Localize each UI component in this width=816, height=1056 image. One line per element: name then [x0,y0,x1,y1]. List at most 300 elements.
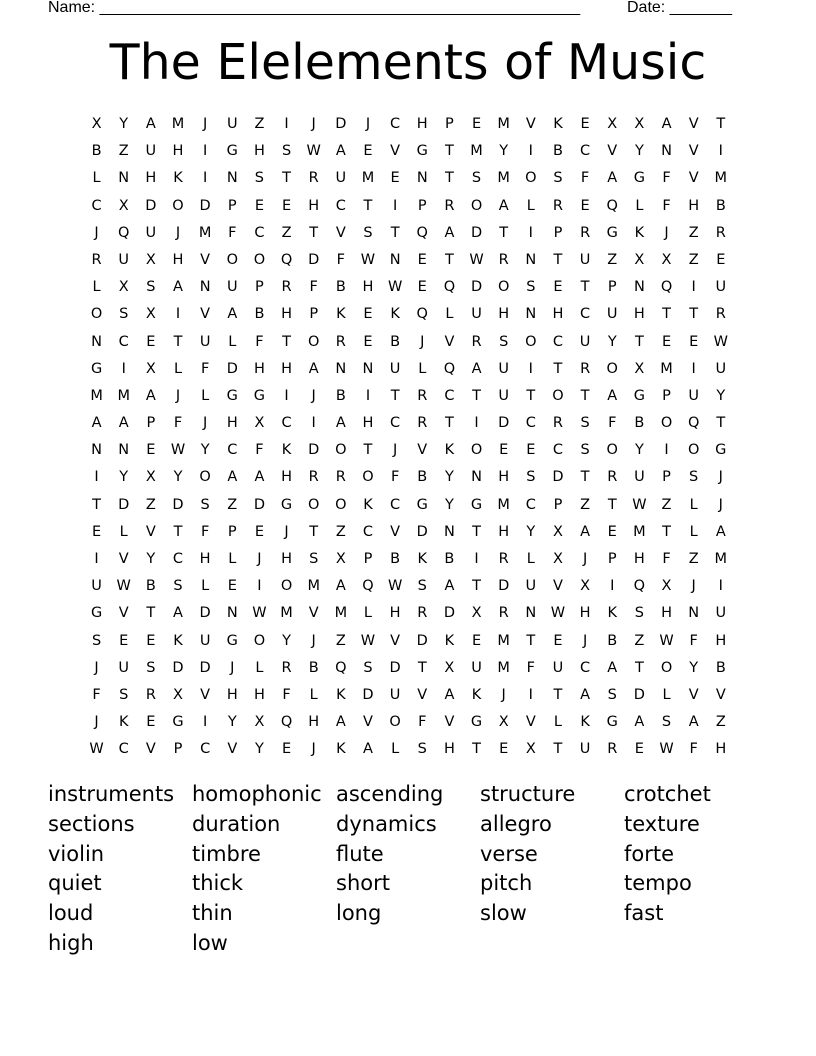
grid-letter[interactable]: M [497,170,510,187]
grid-letter[interactable]: E [499,741,509,758]
grid-letter[interactable]: O [307,333,320,350]
grid-letter[interactable]: U [471,306,482,323]
grid-letter[interactable]: J [718,496,723,513]
grid-letter[interactable]: I [664,442,669,459]
grid-letter[interactable]: F [92,686,101,703]
grid-letter[interactable]: R [335,333,346,350]
grid-letter[interactable]: N [661,143,672,160]
grid-letter[interactable]: T [553,360,563,377]
grid-letter[interactable]: O [687,442,700,459]
grid-letter[interactable]: E [390,170,400,187]
grid-letter[interactable]: Q [280,251,293,268]
date-field[interactable]: Date: _______ [627,0,732,16]
grid-letter[interactable]: D [172,496,184,513]
grid-letter[interactable]: U [498,360,509,377]
grid-letter[interactable]: H [172,251,184,268]
grid-letter[interactable]: W [387,279,403,296]
grid-letter[interactable]: S [281,143,292,160]
grid-letter[interactable]: V [118,551,129,567]
grid-letter[interactable]: V [200,306,211,323]
grid-letter[interactable]: X [661,251,672,268]
grid-letter[interactable]: A [580,523,591,540]
grid-letter[interactable]: R [552,197,563,214]
grid-letter[interactable]: N [525,306,537,323]
grid-letter[interactable]: Y [282,632,291,649]
grid-letter[interactable]: U [525,578,537,595]
grid-letter[interactable]: X [145,306,156,323]
grid-letter[interactable]: A [227,306,238,323]
grid-letter[interactable]: E [607,523,617,540]
grid-letter[interactable]: T [309,224,319,241]
grid-letter[interactable]: O [525,170,537,187]
grid-letter[interactable]: A [498,197,509,214]
grid-letter[interactable]: F [662,551,671,567]
grid-letter[interactable]: I [610,578,615,595]
grid-letter[interactable]: I [691,360,696,377]
grid-letter[interactable]: Y [716,387,726,404]
grid-letter[interactable]: E [553,632,563,649]
grid-letter[interactable]: S [119,686,129,703]
grid-letter[interactable]: K [634,224,645,241]
grid-letter[interactable]: U [118,659,130,676]
grid-letter[interactable]: C [552,442,564,459]
grid-letter[interactable]: R [715,306,726,323]
grid-letter[interactable]: R [335,469,346,486]
grid-letter[interactable]: T [472,387,481,404]
grid-letter[interactable]: M [470,143,483,160]
grid-letter[interactable]: I [94,551,99,567]
grid-letter[interactable]: R [91,251,102,268]
grid-letter[interactable]: P [255,279,264,296]
grid-letter[interactable]: H [416,116,428,132]
grid-letter[interactable]: V [444,714,455,731]
grid-letter[interactable]: W [170,442,186,459]
grid-letter[interactable]: Z [335,523,346,540]
grid-letter[interactable]: L [228,551,237,567]
grid-letter[interactable]: L [201,578,210,595]
grid-letter[interactable]: D [308,442,320,459]
grid-letter[interactable]: K [580,714,590,731]
grid-letter[interactable]: R [471,333,482,350]
grid-letter[interactable]: U [199,333,211,350]
grid-letter[interactable]: I [474,551,479,567]
grid-letter[interactable]: R [281,659,292,676]
grid-letter[interactable]: M [361,170,375,187]
grid-letter[interactable]: V [390,632,401,649]
grid-letter[interactable]: Q [687,415,700,432]
grid-letter[interactable]: K [118,714,129,731]
grid-letter[interactable]: R [281,279,292,296]
grid-letter[interactable]: L [445,306,454,323]
grid-letter[interactable]: V [688,686,699,703]
grid-letter[interactable]: C [172,551,184,567]
grid-letter[interactable]: O [470,197,483,214]
grid-letter[interactable]: T [662,306,671,323]
grid-letter[interactable]: Y [634,442,644,459]
grid-letter[interactable]: M [171,116,185,132]
grid-letter[interactable]: F [255,333,264,350]
grid-letter[interactable]: T [553,686,563,703]
grid-letter[interactable]: V [145,741,156,758]
grid-letter[interactable]: P [309,306,319,323]
grid-letter[interactable]: C [200,741,211,758]
grid-letter[interactable]: O [253,632,266,649]
grid-letter[interactable]: G [633,387,645,404]
grid-letter[interactable]: A [688,714,699,731]
grid-letter[interactable]: D [362,686,374,703]
grid-letter[interactable]: D [253,496,265,513]
grid-letter[interactable]: H [172,143,184,160]
grid-letter[interactable]: O [389,714,401,731]
grid-letter[interactable]: E [91,523,102,540]
grid-letter[interactable]: H [633,551,645,567]
grid-letter[interactable]: D [308,251,320,268]
grid-letter[interactable]: J [691,578,696,595]
grid-letter[interactable]: T [580,387,590,404]
grid-letter[interactable]: X [498,714,509,731]
grid-letter[interactable]: B [390,333,401,350]
grid-letter[interactable]: K [553,116,563,132]
grid-letter[interactable]: O [470,442,483,459]
grid-letter[interactable]: N [91,333,102,350]
grid-letter[interactable]: U [471,659,482,676]
grid-letter[interactable]: T [390,224,400,241]
grid-letter[interactable]: L [689,496,698,513]
grid-letter[interactable]: R [417,415,428,432]
grid-letter[interactable]: H [715,632,727,649]
grid-letter[interactable]: J [94,659,99,676]
grid-letter[interactable]: I [121,360,126,377]
grid-letter[interactable]: V [390,523,401,540]
grid-letter[interactable]: Z [281,224,292,241]
grid-letter[interactable]: G [470,496,483,513]
grid-letter[interactable]: U [606,306,618,323]
grid-letter[interactable]: V [444,333,455,350]
grid-letter[interactable]: W [387,578,403,595]
grid-letter[interactable]: Q [416,306,428,323]
grid-letter[interactable]: Q [606,197,618,214]
grid-letter[interactable]: P [227,197,237,214]
grid-letter[interactable]: U [199,632,211,649]
grid-letter[interactable]: O [280,578,293,595]
grid-letter[interactable]: D [118,496,130,513]
grid-letter[interactable]: E [227,578,237,595]
grid-letter[interactable]: C [525,415,536,432]
grid-letter[interactable]: O [199,469,211,486]
grid-letter[interactable]: L [201,387,210,404]
grid-letter[interactable]: N [118,442,130,459]
grid-letter[interactable]: A [335,415,346,432]
grid-letter[interactable]: H [281,469,292,486]
grid-letter[interactable]: W [89,741,104,758]
grid-letter[interactable]: H [389,605,401,622]
grid-letter[interactable]: Q [443,279,456,296]
grid-letter[interactable]: M [497,116,510,132]
grid-letter[interactable]: T [282,170,291,187]
grid-letter[interactable]: I [528,224,533,241]
grid-letter[interactable]: D [552,469,564,486]
grid-letter[interactable]: R [715,224,726,241]
grid-letter[interactable]: U [498,387,509,404]
grid-letter[interactable]: U [389,360,401,377]
grid-letter[interactable]: H [498,469,510,486]
grid-letter[interactable]: D [226,360,238,377]
grid-letter[interactable]: P [173,741,183,758]
grid-letter[interactable]: G [633,170,645,187]
grid-letter[interactable]: A [607,387,618,404]
grid-letter[interactable]: T [309,523,319,540]
grid-letter[interactable]: X [552,551,563,567]
grid-letter[interactable]: C [390,415,401,432]
grid-letter[interactable]: M [334,605,348,622]
grid-letter[interactable]: A [634,714,645,731]
grid-letter[interactable]: L [363,605,373,622]
grid-letter[interactable]: A [715,523,726,540]
grid-letter[interactable]: J [582,632,588,649]
grid-letter[interactable]: C [390,496,401,513]
grid-letter[interactable]: A [173,279,183,296]
grid-letter[interactable]: I [284,387,289,404]
grid-letter[interactable]: K [336,306,346,323]
grid-letter[interactable]: D [199,197,211,214]
grid-letter[interactable]: V [525,116,536,132]
grid-letter[interactable]: L [526,551,535,567]
grid-letter[interactable]: S [499,333,509,350]
grid-letter[interactable]: J [420,333,425,350]
grid-letter[interactable]: L [662,686,671,703]
grid-letter[interactable]: M [660,360,673,377]
grid-letter[interactable]: P [607,279,617,296]
grid-letter[interactable]: S [689,469,699,486]
grid-letter[interactable]: H [498,523,510,540]
grid-letter[interactable]: C [362,523,374,540]
grid-letter[interactable]: T [526,632,536,649]
grid-letter[interactable]: S [634,605,644,622]
grid-letter[interactable]: W [306,143,321,160]
grid-letter[interactable]: H [281,551,292,567]
grid-letter[interactable]: Y [526,523,536,540]
grid-letter[interactable]: Y [634,143,644,160]
grid-letter[interactable]: H [633,306,645,323]
grid-letter[interactable]: H [199,551,211,567]
grid-letter[interactable]: T [417,659,427,676]
grid-letter[interactable]: E [661,333,672,350]
grid-letter[interactable]: V [688,116,699,132]
grid-letter[interactable]: W [252,605,267,622]
grid-letter[interactable]: C [227,442,238,459]
grid-letter[interactable]: G [226,143,238,160]
grid-letter[interactable]: H [308,714,320,731]
grid-letter[interactable]: A [444,224,455,241]
grid-letter[interactable]: R [552,415,563,432]
grid-letter[interactable]: V [390,143,401,160]
grid-letter[interactable]: I [202,143,208,160]
grid-letter[interactable]: R [417,605,428,622]
grid-letter[interactable]: R [580,224,591,241]
grid-letter[interactable]: X [525,741,536,758]
grid-letter[interactable]: J [284,523,289,540]
grid-letter[interactable]: K [336,741,346,758]
grid-letter[interactable]: E [471,632,482,649]
grid-letter[interactable]: A [173,605,183,622]
grid-letter[interactable]: T [363,442,373,459]
grid-letter[interactable]: C [281,415,292,432]
grid-letter[interactable]: D [498,415,510,432]
grid-letter[interactable]: L [119,523,128,540]
grid-letter[interactable]: F [689,632,698,649]
grid-letter[interactable]: O [253,251,266,268]
grid-letter[interactable]: S [526,469,536,486]
grid-letter[interactable]: J [311,387,316,404]
grid-letter[interactable]: T [472,523,481,540]
grid-letter[interactable]: F [309,279,318,296]
grid-letter[interactable]: N [362,360,374,377]
grid-letter[interactable]: Z [335,632,346,649]
grid-letter[interactable]: N [525,605,537,622]
grid-letter[interactable]: J [175,224,181,241]
grid-letter[interactable]: D [416,523,428,540]
grid-letter[interactable]: K [607,605,617,622]
grid-letter[interactable]: J [230,659,235,676]
grid-letter[interactable]: Z [227,496,238,513]
grid-letter[interactable]: G [172,714,184,731]
grid-letter[interactable]: A [335,714,346,731]
grid-letter[interactable]: U [226,116,238,132]
grid-letter[interactable]: Y [227,714,237,731]
grid-letter[interactable]: U [579,333,591,350]
grid-letter[interactable]: E [363,333,373,350]
grid-letter[interactable]: C [254,224,265,241]
grid-letter[interactable]: C [580,306,591,323]
grid-letter[interactable]: T [173,523,183,540]
grid-letter[interactable]: U [579,251,591,268]
grid-letter[interactable]: I [718,143,723,160]
grid-letter[interactable]: L [418,360,427,377]
grid-letter[interactable]: L [635,197,644,214]
grid-letter[interactable]: I [474,415,479,432]
grid-letter[interactable]: F [526,659,535,676]
grid-letter[interactable]: X [118,279,129,296]
grid-letter[interactable]: M [497,659,510,676]
grid-letter[interactable]: T [282,333,291,350]
grid-letter[interactable]: O [335,442,347,459]
grid-letter[interactable]: S [417,578,427,595]
grid-letter[interactable]: L [173,360,183,377]
grid-letter[interactable]: U [688,387,699,404]
grid-letter[interactable]: N [199,279,211,296]
grid-letter[interactable]: S [661,714,672,731]
grid-letter[interactable]: L [92,279,101,296]
grid-letter[interactable]: P [445,116,454,132]
grid-letter[interactable]: B [634,415,645,432]
grid-letter[interactable]: O [552,387,564,404]
grid-letter[interactable]: Y [444,469,454,486]
grid-letter[interactable]: S [363,224,373,241]
grid-letter[interactable]: A [308,360,319,377]
grid-letter[interactable]: H [253,686,265,703]
grid-letter[interactable]: M [198,224,212,241]
grid-letter[interactable]: Q [118,224,130,241]
grid-letter[interactable]: T [580,279,590,296]
grid-letter[interactable]: I [392,197,398,214]
grid-letter[interactable]: N [226,170,238,187]
grid-letter[interactable]: X [661,578,672,595]
grid-letter[interactable]: T [92,496,101,513]
grid-letter[interactable]: P [417,197,427,214]
grid-letter[interactable]: X [145,360,156,377]
grid-letter[interactable]: F [689,741,698,758]
grid-letter[interactable]: N [226,605,238,622]
grid-letter[interactable]: S [119,306,129,323]
grid-letter[interactable]: I [257,578,262,595]
grid-letter[interactable]: V [200,251,211,268]
grid-letter[interactable]: V [308,605,319,622]
grid-letter[interactable]: K [173,632,183,649]
grid-letter[interactable]: I [691,279,696,296]
grid-letter[interactable]: N [416,170,428,187]
grid-letter[interactable]: Y [119,469,129,486]
grid-letter[interactable]: F [418,714,427,731]
grid-letter[interactable]: T [472,741,481,758]
grid-letter[interactable]: D [470,279,483,296]
grid-letter[interactable]: C [444,387,455,404]
grid-letter[interactable]: U [715,279,727,296]
grid-letter[interactable]: K [471,686,482,703]
grid-letter[interactable]: H [443,741,455,758]
grid-letter[interactable]: P [363,551,373,567]
name-field[interactable]: Name: ______________________________________________________ [48,0,581,16]
grid-letter[interactable]: J [311,116,316,132]
grid-letter[interactable]: Q [443,360,456,377]
grid-letter[interactable]: F [580,170,590,187]
grid-letter[interactable]: F [228,224,237,241]
grid-letter[interactable]: F [390,469,400,486]
grid-letter[interactable]: G [416,496,428,513]
grid-letter[interactable]: H [226,686,238,703]
grid-letter[interactable]: P [662,469,671,486]
grid-letter[interactable]: W [659,741,674,758]
grid-letter[interactable]: S [200,496,210,513]
grid-letter[interactable]: S [254,170,265,187]
grid-letter[interactable]: E [716,251,726,268]
grid-letter[interactable]: P [146,415,156,432]
grid-letter[interactable]: B [715,197,726,214]
grid-letter[interactable]: X [118,197,129,214]
grid-letter[interactable]: C [390,116,401,132]
grid-letter[interactable]: L [391,741,400,758]
grid-letter[interactable]: C [118,741,129,758]
grid-letter[interactable]: Z [145,496,156,513]
grid-letter[interactable]: H [281,306,292,323]
grid-letter[interactable]: A [254,469,265,486]
grid-letter[interactable]: W [360,632,376,649]
grid-letter[interactable]: F [662,197,671,214]
grid-letter[interactable]: T [390,387,400,404]
grid-letter[interactable]: I [718,578,723,595]
grid-letter[interactable]: H [362,279,374,296]
grid-letter[interactable]: C [525,496,536,513]
grid-letter[interactable]: Y [254,741,264,758]
grid-letter[interactable]: F [336,251,345,268]
grid-letter[interactable]: I [528,686,533,703]
grid-letter[interactable]: X [580,578,591,595]
grid-letter[interactable]: F [255,442,264,459]
grid-letter[interactable]: J [365,116,371,132]
grid-letter[interactable]: A [607,170,618,187]
grid-letter[interactable]: X [471,605,482,622]
grid-letter[interactable]: E [363,306,373,323]
grid-letter[interactable]: K [363,496,373,513]
